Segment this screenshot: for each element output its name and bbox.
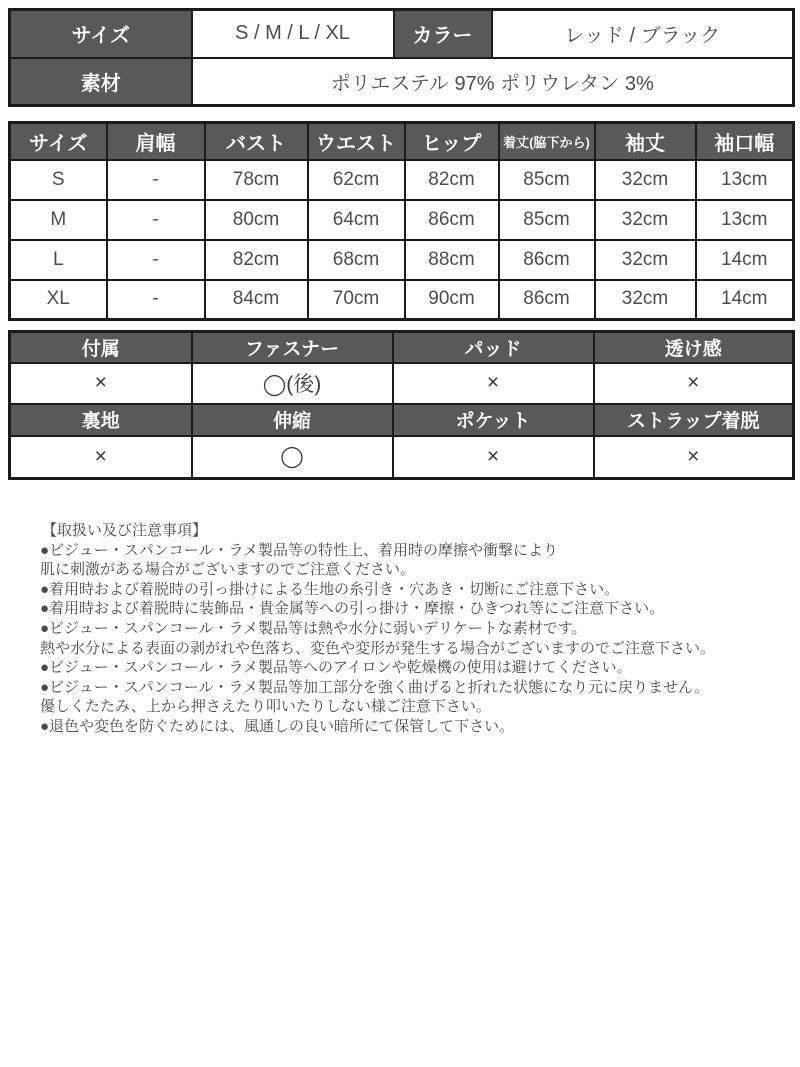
cell: L: [10, 240, 107, 280]
cell: 86cm: [499, 280, 595, 320]
size-row-s: [10, 160, 794, 200]
cell: 13cm: [696, 200, 794, 240]
feature-header-row-1: [10, 332, 794, 363]
cell: 78cm: [205, 160, 308, 200]
cell: 32cm: [595, 280, 696, 320]
care-note-line: ●ビジュー・スパンコール・ラメ製品等へのアイロンや乾燥機の使用は避けてください。: [40, 659, 632, 677]
cell: 32cm: [595, 160, 696, 200]
care-note-line: 熱や水分による表面の剥がれや色落ち、変色や変形が発生する場合がございますのでご注意下さい。: [40, 639, 716, 657]
spec-row-material: [10, 58, 794, 106]
feature-value-row-2: [10, 436, 794, 479]
cell: -: [107, 240, 205, 280]
size-value-cell: S / M / L / XL: [192, 10, 394, 58]
care-notes-title: 【取扱い及び注意事項】: [42, 522, 208, 539]
color-label-cell: カラー: [394, 10, 492, 58]
cell: 70cm: [308, 280, 405, 320]
material-value-cell: ポリエステル 97% ポリウレタン 3%: [192, 58, 794, 106]
cell: 88cm: [405, 240, 499, 280]
col-header-cuff: 袖口幅: [696, 123, 794, 160]
cell: 14cm: [696, 280, 794, 320]
cell: 85cm: [499, 200, 595, 240]
col-header-stretch: 伸縮: [192, 404, 393, 436]
size-row-xl: [10, 280, 794, 320]
cell: ×: [594, 363, 794, 404]
cell: 32cm: [595, 200, 696, 240]
col-header-length: 着丈(脇下から): [499, 123, 595, 160]
cell: 82cm: [205, 240, 308, 280]
care-note-line: ●退色や変色を防ぐためには、風通しの良い暗所にて保管して下さい。: [40, 717, 515, 735]
col-header-hip: ヒップ: [405, 123, 499, 160]
cell: 82cm: [405, 160, 499, 200]
care-notes: [40, 521, 785, 737]
spec-table: [8, 8, 795, 107]
care-note-line: ●ビジュー・スパンコール・ラメ製品等の特性上、着用時の摩擦や衝撃により: [40, 541, 559, 559]
col-header-sleeve: 袖丈: [595, 123, 696, 160]
care-note-line: ●着用時および着脱時の引っ掛けによる生地の糸引き・穴あき・切断にご注意下さい。: [40, 580, 620, 598]
care-note-line: ●ビジュー・スパンコール・ラメ製品等加工部分を強く曲げると折れた状態になり元に戻りません。: [40, 678, 709, 696]
col-header-strap: ストラップ着脱: [594, 404, 794, 436]
cell: ×: [594, 436, 794, 479]
cell: ◯: [192, 436, 393, 479]
cell: 80cm: [205, 200, 308, 240]
spec-row-size-color: [10, 10, 794, 58]
cell: ◯(後): [192, 363, 393, 404]
cell: 86cm: [405, 200, 499, 240]
care-note-line: 肌に刺激がある場合がございますのでご注意ください。: [40, 561, 416, 579]
col-header-accessory: 付属: [10, 332, 192, 363]
cell: 85cm: [499, 160, 595, 200]
col-header-shoulder: 肩幅: [107, 123, 205, 160]
col-header-fastener: ファスナー: [192, 332, 393, 363]
cell: 86cm: [499, 240, 595, 280]
feature-header-row-2: [10, 404, 794, 436]
cell: -: [107, 280, 205, 320]
size-label-cell: サイズ: [10, 10, 192, 58]
size-table-header-row: [10, 123, 794, 160]
cell: 64cm: [308, 200, 405, 240]
feature-value-row-1: [10, 363, 794, 404]
col-header-lining: 裏地: [10, 404, 192, 436]
cell: -: [107, 160, 205, 200]
size-row-m: [10, 200, 794, 240]
col-header-sheerness: 透け感: [594, 332, 794, 363]
cell: 68cm: [308, 240, 405, 280]
col-header-bust: バスト: [205, 123, 308, 160]
cell: ×: [10, 363, 192, 404]
cell: 90cm: [405, 280, 499, 320]
cell: 62cm: [308, 160, 405, 200]
material-label-cell: 素材: [10, 58, 192, 106]
cell: S: [10, 160, 107, 200]
size-measurement-table: [8, 121, 795, 321]
cell: 84cm: [205, 280, 308, 320]
color-value-cell: レッド / ブラック: [492, 10, 794, 58]
cell: -: [107, 200, 205, 240]
cell: M: [10, 200, 107, 240]
size-row-l: [10, 240, 794, 280]
feature-table: [8, 330, 795, 480]
col-header-pocket: ポケット: [393, 404, 594, 436]
cell: ×: [393, 436, 594, 479]
col-header-waist: ウエスト: [308, 123, 405, 160]
care-note-line: 優しくたたみ、上から押さえたり叩いたりしない様ご注意下さい。: [40, 698, 491, 716]
cell: ×: [10, 436, 192, 479]
cell: ×: [393, 363, 594, 404]
cell: 32cm: [595, 240, 696, 280]
cell: 13cm: [696, 160, 794, 200]
care-note-line: ●ビジュー・スパンコール・ラメ製品等は熱や水分に弱いデリケートな素材です。: [40, 619, 587, 637]
care-note-line: ●着用時および着脱時に装飾品・貴金属等への引っ掛け・摩擦・ひきつれ等にご注意下さい。: [40, 600, 665, 618]
cell: XL: [10, 280, 107, 320]
col-header-pad: パッド: [393, 332, 594, 363]
col-header-size: サイズ: [10, 123, 107, 160]
cell: 14cm: [696, 240, 794, 280]
